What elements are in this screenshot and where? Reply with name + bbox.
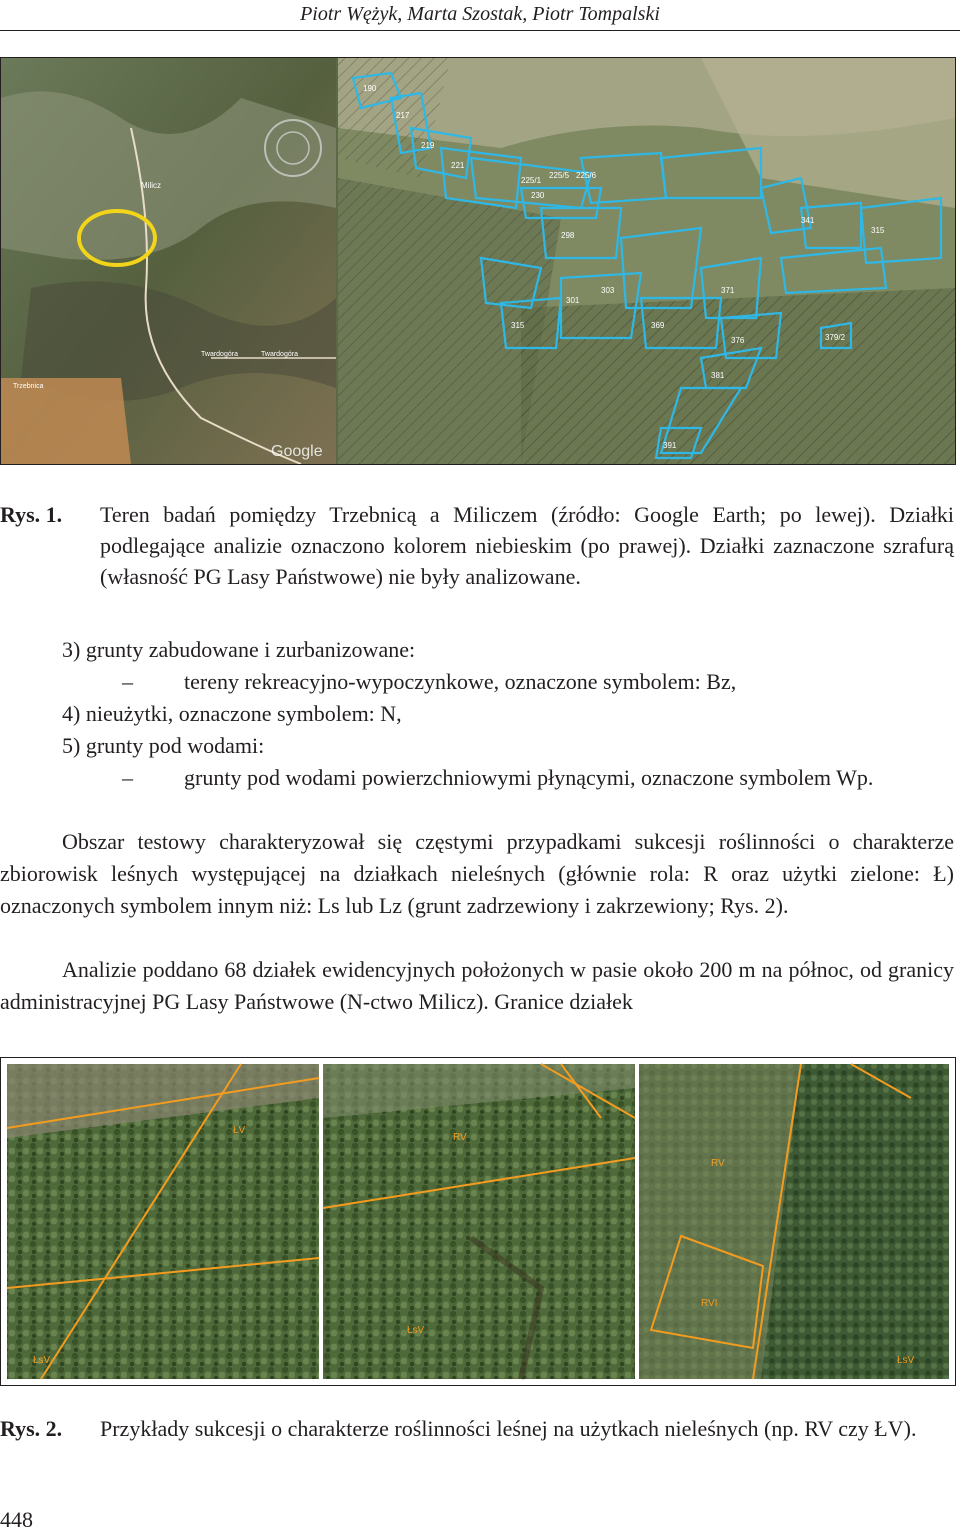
parcel-label: 219 [421, 141, 435, 150]
figure-1-image [1, 58, 955, 464]
parcel-label: 225/1 [521, 176, 542, 185]
parcel-label: 217 [396, 111, 410, 120]
figure-1-caption-text: Teren badań pomiędzy Trzebnicą a Miliczem (źródło: Google Earth; po lewej). Działki podlegające analizie oznaczono kolorem niebieskim (po prawej). Działki zaznaczone szrafurą (własność PG Lasy Państwowe) nie były analizowane. [100, 502, 954, 589]
parcel-label: 315 [511, 321, 525, 330]
header-rule [0, 30, 960, 31]
figure-1-caption [0, 499, 954, 595]
parcel-label: 381 [711, 371, 725, 380]
figure-1 [0, 57, 956, 465]
map-label-town-1: Twardogóra [201, 351, 238, 358]
figure-2-panel-1 [7, 1064, 319, 1379]
parcel-label: 315 [871, 226, 885, 235]
list-item-4: 4) nieużytki, oznaczone symbolem: N, [62, 701, 402, 726]
figure-2-caption-label: Rys. 2. [0, 1416, 63, 1441]
panel-1-label-2: ŁsV [33, 1355, 51, 1366]
figure-2-caption [0, 1413, 954, 1477]
parcel-label: 379/2 [825, 333, 846, 342]
figure-2 [0, 1057, 956, 1386]
list-item-5: 5) grunty pod wodami: [62, 733, 265, 758]
parcel-label: 230 [531, 191, 545, 200]
map-label-lower: Trzebnica [13, 383, 44, 390]
list-item-3: 3) grunty zabudowane i zurbanizowane: [62, 637, 416, 662]
parcel-label: 303 [601, 286, 615, 295]
parcel-label: 190 [363, 84, 377, 93]
map-watermark: Google [271, 443, 323, 460]
figure-2-image [1, 1058, 955, 1385]
dash-bullet: – [122, 669, 133, 694]
parcel-label: 376 [731, 336, 745, 345]
panel-1-label-1: ŁV [233, 1125, 246, 1136]
map-label-milicz: Milicz [141, 181, 161, 190]
parcel-label: 341 [801, 216, 815, 225]
panel-3-label-2: RVI [701, 1298, 718, 1309]
figure-1-caption-label: Rys. 1. [0, 502, 63, 527]
parcel-label: 225/6 [576, 171, 597, 180]
paragraph-2: Analizie poddano 68 działek ewidencyjnych położonych w pasie około 200 m na północ, od granicy administracyjnej PG Lasy Państwowe (N-ctwo Milicz). Granice działek [0, 957, 954, 1014]
parcel-label: 225/5 [549, 171, 570, 180]
panel-3-label-3: ŁsV [897, 1355, 915, 1366]
parcel-label: 369 [651, 321, 665, 330]
panel-2-label-2: ŁsV [407, 1325, 425, 1336]
panel-3-label-1: RV [711, 1158, 725, 1169]
parcel-label: 221 [451, 161, 465, 170]
page-number: 448 [0, 1507, 33, 1532]
list-subitem-3-text: tereny rekreacyjno-wypoczynkowe, oznaczone symbolem: Bz, [184, 669, 737, 694]
parcel-label: 301 [566, 296, 580, 305]
parcel-label: 298 [561, 231, 575, 240]
figure-2-panel-2 [323, 1064, 635, 1379]
parcel-label: 391 [663, 441, 677, 450]
map-label-town-2: Twardogóra [261, 351, 298, 358]
panel-2-label-1: RV [453, 1132, 467, 1143]
dash-bullet: – [122, 765, 133, 790]
parcel-label: 371 [721, 286, 735, 295]
paragraph-1: Obszar testowy charakteryzował się częstymi przypadkami sukcesji roślinności o charakterze zbiorowisk leśnych występującej na działkach nieleśnych (głównie rola: R oraz użytki zielone: Ł) oznaczonych symbolem innym niż: Ls lub Lz (grunt zadrzewiony i zakrzewiony; Rys. 2). [0, 829, 954, 918]
running-header: Piotr Wężyk, Marta Szostak, Piotr Tompalski [300, 3, 660, 25]
figure-2-caption-text: Przykłady sukcesji o charakterze roślinności leśnej na użytkach nieleśnych (np. RV czy ŁV). [100, 1416, 917, 1441]
figure-2-panel-3 [639, 1064, 949, 1379]
list-subitem-5-text: grunty pod wodami powierzchniowymi płynącymi, oznaczone symbolem Wp. [184, 765, 874, 790]
